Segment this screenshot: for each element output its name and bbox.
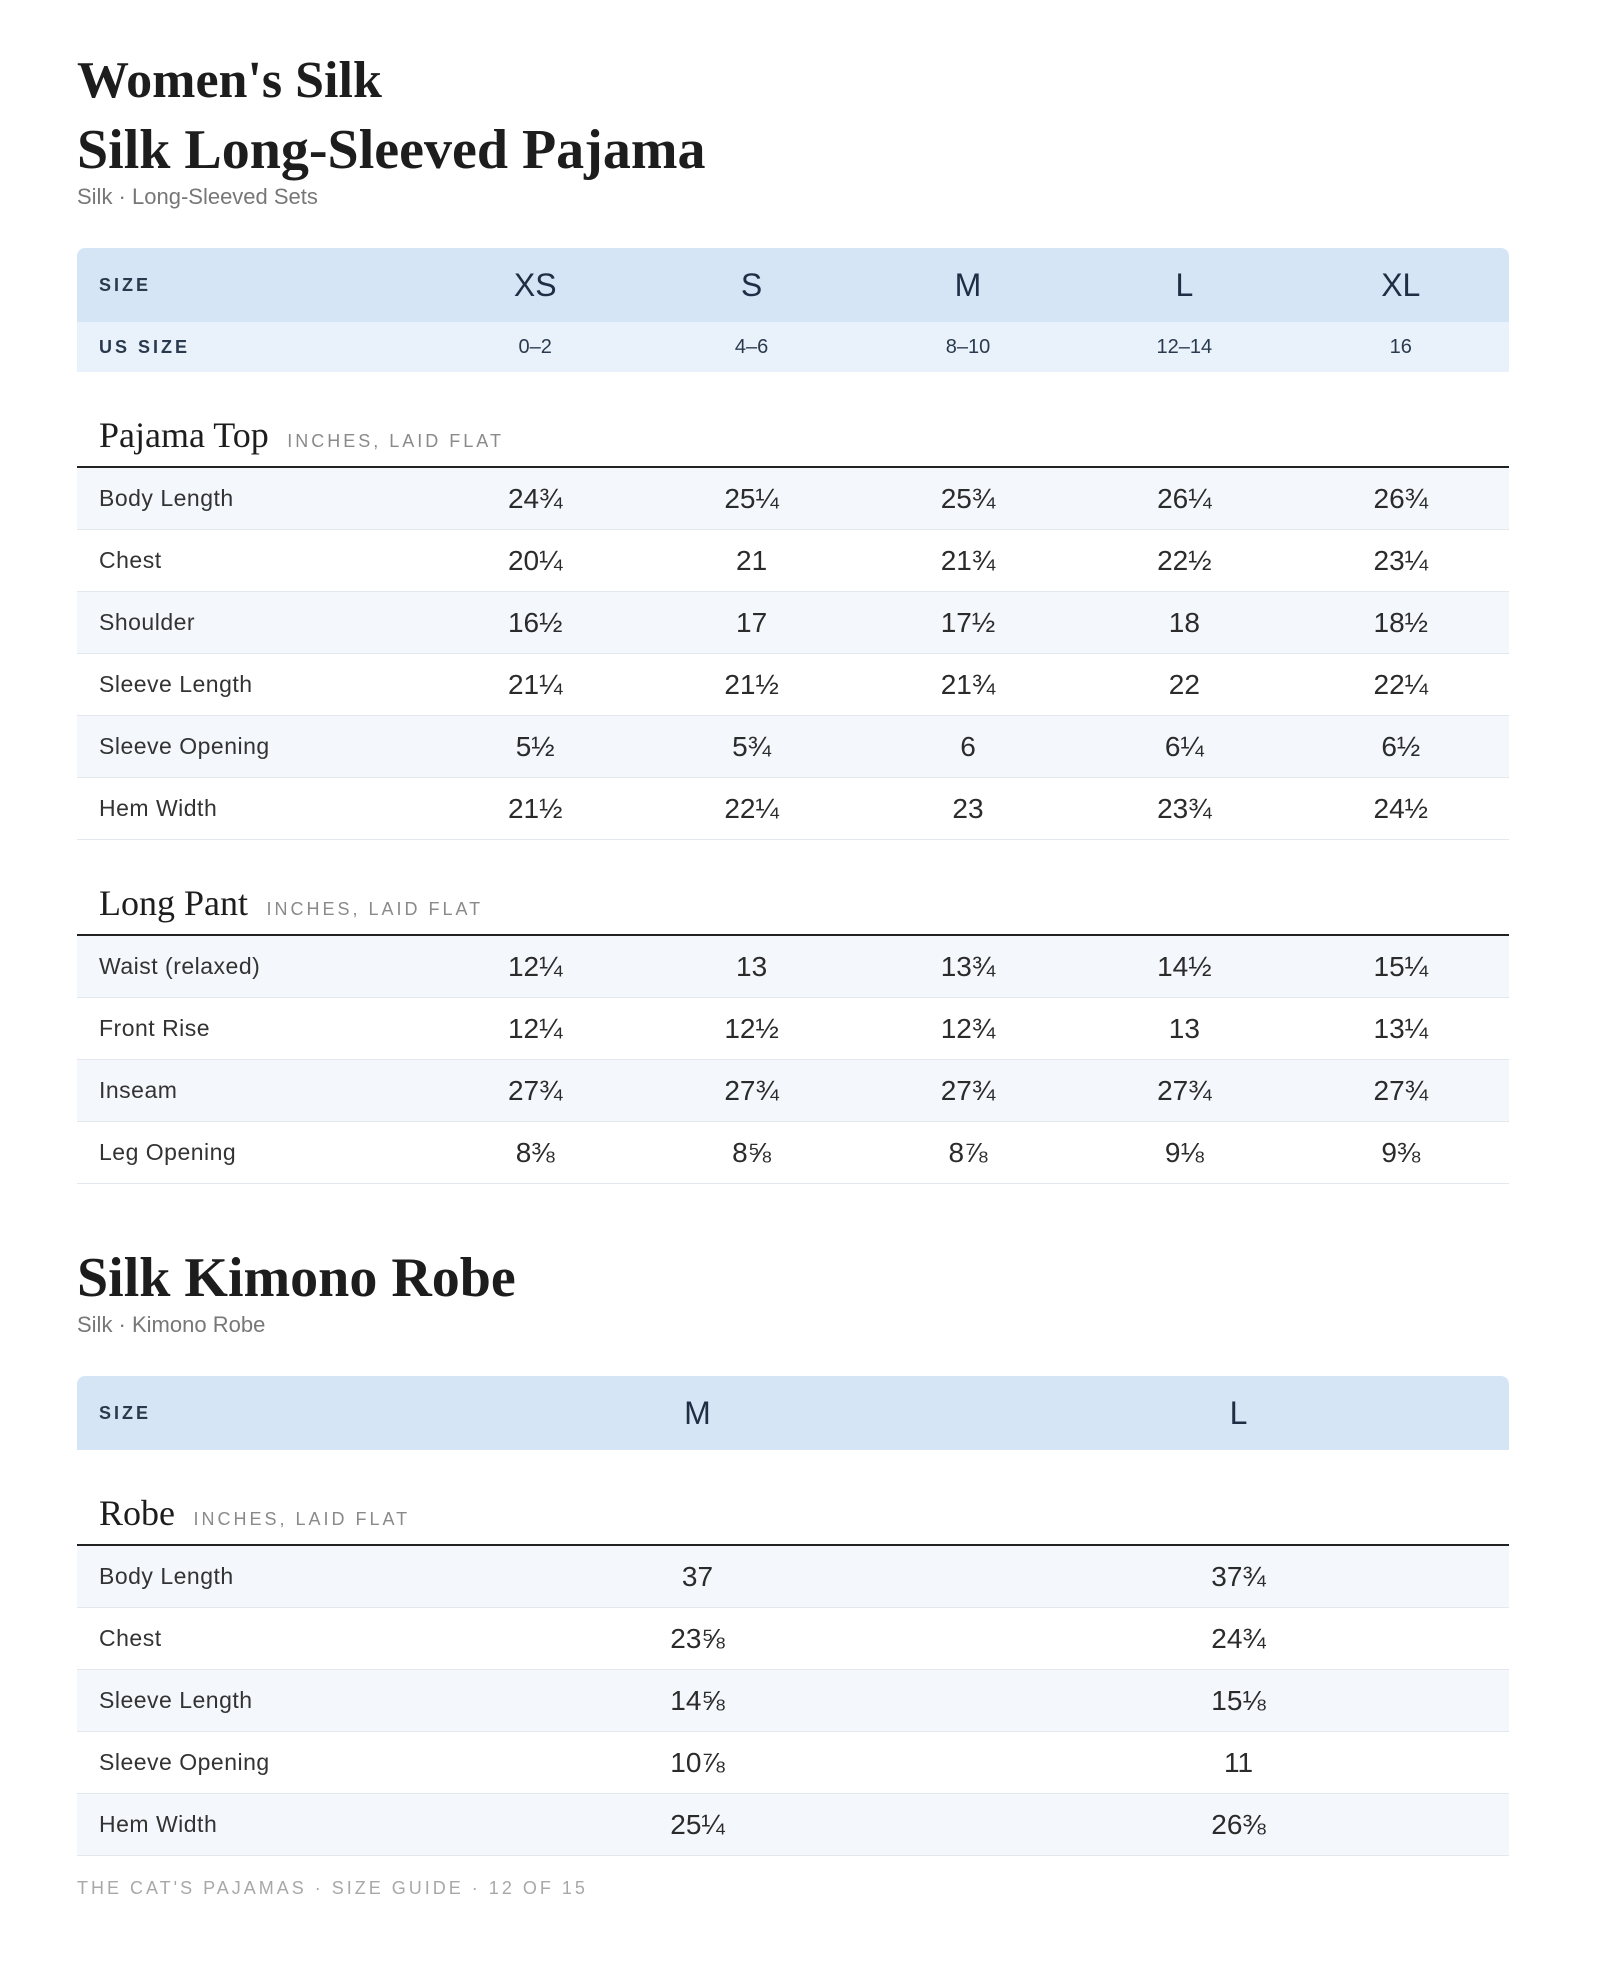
us-size-row bbox=[77, 322, 1509, 372]
cell-value: 25¾ bbox=[860, 467, 1076, 530]
us-size-label: US SIZE bbox=[77, 322, 427, 372]
size-xs: XS bbox=[427, 248, 643, 322]
product-title: Silk Kimono Robe bbox=[77, 1247, 516, 1309]
cell-value: 23⅝ bbox=[427, 1608, 968, 1670]
category-heading: Women's Silk bbox=[77, 52, 382, 109]
table-row bbox=[77, 1732, 1509, 1794]
cell-value: 20¼ bbox=[427, 530, 643, 592]
cell-value: 9⅜ bbox=[1293, 1122, 1509, 1184]
size-m: M bbox=[427, 1376, 968, 1450]
cell-value: 6½ bbox=[1293, 716, 1509, 778]
size-header-label: SIZE bbox=[77, 1376, 427, 1450]
row-label: Sleeve Opening bbox=[77, 1732, 427, 1794]
us-size-xs: 0–2 bbox=[427, 322, 643, 372]
table-row bbox=[77, 654, 1509, 716]
cell-value: 18 bbox=[1076, 592, 1292, 654]
cell-value: 15¼ bbox=[1293, 935, 1509, 998]
cell-value: 8⅞ bbox=[860, 1122, 1076, 1184]
cell-value: 22 bbox=[1076, 654, 1292, 716]
cell-value: 23 bbox=[860, 778, 1076, 840]
cell-value: 27¾ bbox=[1076, 1060, 1292, 1122]
page-footer: THE CAT'S PAJAMAS · SIZE GUIDE · 12 OF 15 bbox=[77, 1878, 588, 1898]
cell-value: 16½ bbox=[427, 592, 643, 654]
size-xl: XL bbox=[1293, 248, 1509, 322]
product-subtitle: Silk · Kimono Robe bbox=[77, 1312, 266, 1337]
size-header-row bbox=[77, 1376, 1509, 1450]
row-label: Sleeve Opening bbox=[77, 716, 427, 778]
cell-value: 21¼ bbox=[427, 654, 643, 716]
cell-value: 12½ bbox=[643, 998, 859, 1060]
table-row bbox=[77, 1794, 1509, 1856]
row-label: Chest bbox=[77, 1608, 427, 1670]
cell-value: 26¼ bbox=[1076, 467, 1292, 530]
cell-value: 25¼ bbox=[643, 467, 859, 530]
cell-value: 25¼ bbox=[427, 1794, 968, 1856]
cell-value: 13 bbox=[1076, 998, 1292, 1060]
table-row bbox=[77, 1060, 1509, 1122]
table-row bbox=[77, 592, 1509, 654]
cell-value: 13 bbox=[643, 935, 859, 998]
cell-value: 27¾ bbox=[860, 1060, 1076, 1122]
row-label: Front Rise bbox=[77, 998, 427, 1060]
row-label: Waist (relaxed) bbox=[77, 935, 427, 998]
cell-value: 21½ bbox=[643, 654, 859, 716]
size-l: L bbox=[1076, 248, 1292, 322]
section-name: Pajama Top bbox=[99, 415, 269, 455]
section-unit: INCHES, LAID FLAT bbox=[287, 431, 504, 451]
us-size-s: 4–6 bbox=[643, 322, 859, 372]
row-label: Shoulder bbox=[77, 592, 427, 654]
cell-value: 24¾ bbox=[968, 1608, 1509, 1670]
cell-value: 22½ bbox=[1076, 530, 1292, 592]
cell-value: 8⅝ bbox=[643, 1122, 859, 1184]
cell-value: 14⅝ bbox=[427, 1670, 968, 1732]
section-name: Long Pant bbox=[99, 883, 248, 923]
us-size-l: 12–14 bbox=[1076, 322, 1292, 372]
us-size-m: 8–10 bbox=[860, 322, 1076, 372]
row-label: Chest bbox=[77, 530, 427, 592]
table-row bbox=[77, 935, 1509, 998]
row-label: Sleeve Length bbox=[77, 1670, 427, 1732]
cell-value: 21¾ bbox=[860, 530, 1076, 592]
robe-block bbox=[77, 1246, 1509, 1856]
cell-value: 22¼ bbox=[1293, 654, 1509, 716]
size-guide-page bbox=[77, 50, 1509, 1856]
cell-value: 8⅜ bbox=[427, 1122, 643, 1184]
row-label: Body Length bbox=[77, 467, 427, 530]
table-row bbox=[77, 1670, 1509, 1732]
table-row bbox=[77, 998, 1509, 1060]
cell-value: 26⅜ bbox=[968, 1794, 1509, 1856]
robe-size-table bbox=[77, 1376, 1509, 1856]
row-label: Leg Opening bbox=[77, 1122, 427, 1184]
cell-value: 21½ bbox=[427, 778, 643, 840]
table-row bbox=[77, 778, 1509, 840]
cell-value: 10⅞ bbox=[427, 1732, 968, 1794]
cell-value: 17½ bbox=[860, 592, 1076, 654]
cell-value: 6 bbox=[860, 716, 1076, 778]
cell-value: 12¾ bbox=[860, 998, 1076, 1060]
section-header-long-pant bbox=[77, 840, 1509, 936]
size-header-row bbox=[77, 248, 1509, 322]
cell-value: 18½ bbox=[1293, 592, 1509, 654]
cell-value: 24½ bbox=[1293, 778, 1509, 840]
cell-value: 11 bbox=[968, 1732, 1509, 1794]
cell-value: 15⅛ bbox=[968, 1670, 1509, 1732]
size-l: L bbox=[968, 1376, 1509, 1450]
row-label: Body Length bbox=[77, 1545, 427, 1608]
cell-value: 14½ bbox=[1076, 935, 1292, 998]
product-subtitle: Silk · Long-Sleeved Sets bbox=[77, 184, 318, 209]
size-m: M bbox=[860, 248, 1076, 322]
cell-value: 13¼ bbox=[1293, 998, 1509, 1060]
pajama-block bbox=[77, 118, 1509, 1184]
cell-value: 27¾ bbox=[427, 1060, 643, 1122]
cell-value: 13¾ bbox=[860, 935, 1076, 998]
cell-value: 23¾ bbox=[1076, 778, 1292, 840]
cell-value: 5½ bbox=[427, 716, 643, 778]
cell-value: 21 bbox=[643, 530, 859, 592]
row-label: Inseam bbox=[77, 1060, 427, 1122]
row-label: Hem Width bbox=[77, 1794, 427, 1856]
section-header-robe bbox=[77, 1450, 1509, 1545]
cell-value: 6¼ bbox=[1076, 716, 1292, 778]
cell-value: 24¾ bbox=[427, 467, 643, 530]
table-row bbox=[77, 467, 1509, 530]
product-title: Silk Long-Sleeved Pajama bbox=[77, 119, 706, 181]
cell-value: 12¼ bbox=[427, 998, 643, 1060]
cell-value: 17 bbox=[643, 592, 859, 654]
table-row bbox=[77, 1545, 1509, 1608]
cell-value: 37¾ bbox=[968, 1545, 1509, 1608]
row-label: Hem Width bbox=[77, 778, 427, 840]
cell-value: 27¾ bbox=[1293, 1060, 1509, 1122]
cell-value: 21¾ bbox=[860, 654, 1076, 716]
section-header-pajama-top bbox=[77, 372, 1509, 467]
table-row bbox=[77, 1608, 1509, 1670]
cell-value: 12¼ bbox=[427, 935, 643, 998]
table-row bbox=[77, 716, 1509, 778]
cell-value: 26¾ bbox=[1293, 467, 1509, 530]
cell-value: 27¾ bbox=[643, 1060, 859, 1122]
size-s: S bbox=[643, 248, 859, 322]
row-label: Sleeve Length bbox=[77, 654, 427, 716]
cell-value: 37 bbox=[427, 1545, 968, 1608]
section-unit: INCHES, LAID FLAT bbox=[193, 1509, 411, 1529]
cell-value: 9⅛ bbox=[1076, 1122, 1292, 1184]
cell-value: 23¼ bbox=[1293, 530, 1509, 592]
section-name: Robe bbox=[99, 1493, 175, 1533]
us-size-xl: 16 bbox=[1293, 322, 1509, 372]
cell-value: 22¼ bbox=[643, 778, 859, 840]
pajama-size-table bbox=[77, 248, 1509, 1184]
cell-value: 5¾ bbox=[643, 716, 859, 778]
size-header-label: SIZE bbox=[77, 248, 427, 322]
table-row bbox=[77, 1122, 1509, 1184]
table-row bbox=[77, 530, 1509, 592]
section-unit: INCHES, LAID FLAT bbox=[266, 899, 484, 919]
